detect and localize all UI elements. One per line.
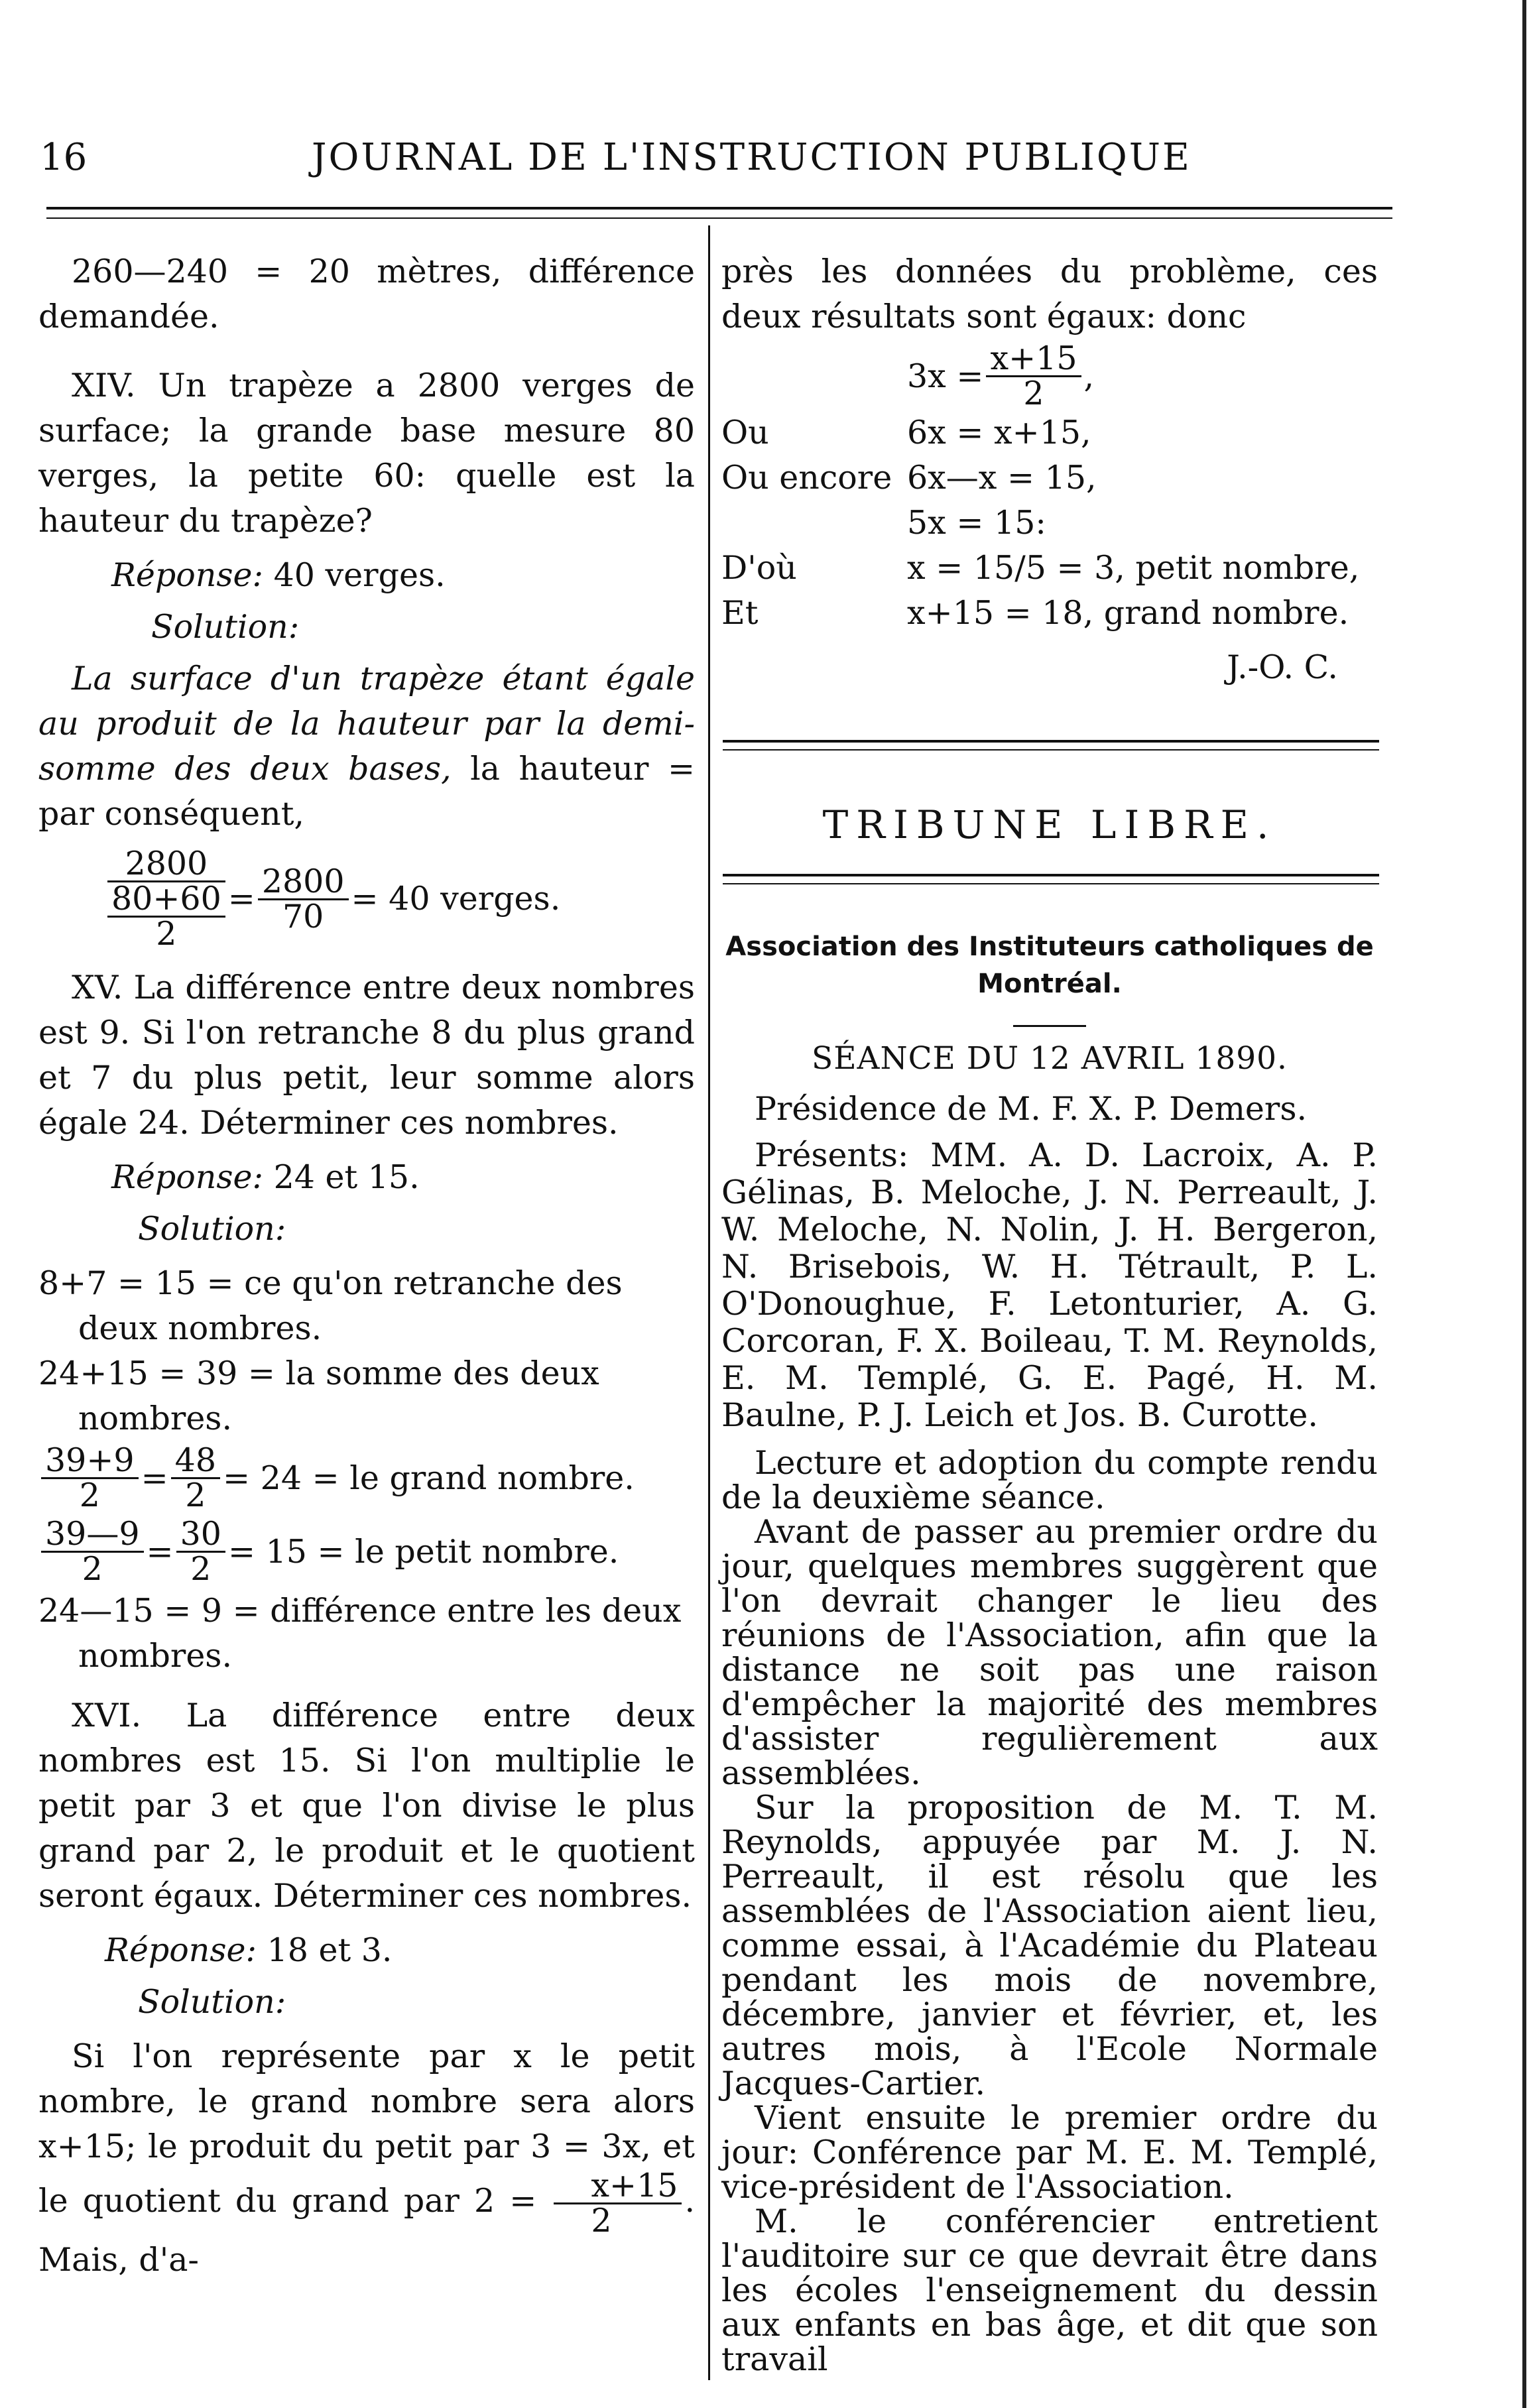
section-rule [723, 874, 1379, 876]
fraction-line: $\frac{39—9}{2}$ = $\frac{30}{2}$ = 15 = le petit nombre. [38, 1518, 695, 1586]
equation: 3x = $\frac{x+15}{2}$ , [907, 339, 1095, 412]
math-row: Ou 6x = x+15, [721, 414, 1091, 452]
short-divider [1013, 1025, 1086, 1027]
math-row: D'où x = 15/5 = 3, petit nombre, [721, 549, 1360, 587]
answer-xv: Réponse: 24 et 15. [111, 1158, 420, 1196]
solution-line: 24+15 = 39 = la somme des deux nombres. [38, 1354, 599, 1437]
column-divider [708, 225, 710, 2380]
header-rule-thin [46, 217, 1392, 219]
left-column [38, 249, 695, 2283]
lecture: Lecture et adoption du compte rendu de la deuxième séance. [721, 1444, 1378, 1516]
solution-line: 24—15 = 9 = différence entre les deux nombres. [38, 1592, 682, 1675]
solution-text [38, 656, 695, 837]
answer-xvi: Réponse: 18 et 3. [105, 1931, 393, 1969]
tribune-title: TRIBUNE LIBRE. [822, 802, 1277, 847]
fraction: 2800 80+60 2 [107, 847, 225, 951]
solution-label: Solution: [151, 608, 300, 646]
solution-label: Solution: [138, 1983, 286, 2021]
problem-xvi: XVI. La différence entre deux nombres est 15. Si l'on multiplie le petit par 3 et que l'on divise le plus grand par 2, le produit et le quotient seront égaux. Déterminer ces nombres. [38, 1697, 695, 1915]
presents: Présents: MM. A. D. Lacroix, A. P. Gélinas, B. Meloche, J. N. Perreault, J. W. Meloche, N. Nolin, J. H. Bergeron, N. Brisebois, W. H. Tétrault, P. L. O'Donoughue, F. Letonturier, A. G. Corcoran, F. X. Boileau, T. M. Reynolds, E. M. Templé, G. E. Pagé, H. M. Baulne, P. J. Leich et Jos. B. Curotte. [721, 1136, 1378, 1434]
solution-line: 8+7 = 15 = ce qu'on retranche des deux nombres. [38, 1264, 623, 1347]
page-header [0, 136, 1529, 182]
section-rule-thin [723, 749, 1379, 751]
page-edge [1522, 0, 1526, 2408]
paragraph: Avant de passer au premier ordre du jour, quelques membres suggèrent que l'on devrait changer le lieu des réunions de l'Association, afin que la distance ne soit pas une raison d'empêcher la majorité des membres d'assister regulièrement aux assemblées. [721, 1513, 1378, 1792]
section-rule-thin [723, 883, 1379, 884]
paragraph: M. le conférencier entretient l'auditoire sur ce que devrait être dans les écoles l'enseignement du dessin aux enfants en bas âge, et dit que son travail [721, 2202, 1378, 2378]
paragraph: Sur la proposition de M. T. M. Reynolds, appuyée par M. J. N. Perreault, il est résolu que les assemblées de l'Association aient lieu, comme essai, à l'Académie du Plateau pendant les mois de novembre, décembre, janvier et février, et, les autres mois, à l'Ecole Normale Jacques-Cartier. [721, 1789, 1378, 2102]
math-row: Et x+15 = 18, grand nombre. [721, 594, 1349, 632]
answer-value: 40 verges. [273, 556, 446, 594]
header-rule [46, 207, 1392, 210]
math-row: 5x = 15: [907, 504, 1046, 542]
paragraph: près les données du problème, ces deux résultats sont égaux: donc [721, 253, 1378, 335]
paragraph: 260—240 = 20 mètres, différence demandée. [38, 253, 695, 335]
association-title: Association des Instituteurs catholiques de Montréal. [725, 932, 1374, 999]
page-number: 16 [40, 136, 88, 179]
problem-xv: XV. La différence entre deux nombres est 9. Si l'on retranche 8 du plus grand et 7 du plus petit, leur somme alors égale 24. Déterminer ces nombres. [38, 969, 695, 1142]
tribune-content [721, 928, 1378, 2377]
presidence: Présidence de M. F. X. P. Demers. [755, 1090, 1308, 1128]
section-rule [723, 740, 1379, 743]
fraction: $\frac{x+15}{2}$ [986, 342, 1081, 410]
answer-label: Réponse: [111, 556, 263, 594]
fraction-line: $\frac{39+9}{2}$ = $\frac{48}{2}$ = 24 = le grand nombre. [38, 1444, 695, 1512]
right-column [721, 249, 1378, 690]
signature: J.-O. C. [1227, 648, 1338, 686]
solution-italic: La surface d'un trapèze étant égale au produit de la hauteur par la demi-somme des deux bases, [38, 660, 695, 788]
equation-xiv: 2800 80+60 2 = $\frac{2800}{70}$ = 40 verges. [38, 847, 695, 951]
paragraph: Vient ensuite le premier ordre du jour: Conférence par M. E. M. Templé, vice-président de l'Association. [721, 2099, 1378, 2206]
solution-rest: la hauteur = par conséquent, [38, 750, 696, 833]
problem-xiv: XIV. Un trapèze a 2800 verges de surface; la grande base mesure 80 verges, la petite 60: quelle est la hauteur du trapèze? [38, 367, 695, 540]
solution-text: Si l'on représente par x le petit nombre, le grand nombre sera alors x+15; le produit du petit par 3 = 3x, et le quotient du grand par 2 = $\frac{x+15}{2}$ . Mais, d'a- [38, 2037, 696, 2279]
fraction: $\frac{x+15}{2}$ [554, 2169, 682, 2238]
seance-heading: SÉANCE DU 12 AVRIL 1890. [812, 1040, 1288, 1077]
fraction: $\frac{2800}{70}$ [258, 865, 349, 933]
journal-title: JOURNAL DE L'INSTRUCTION PUBLIQUE [312, 136, 1192, 179]
answer-xiv [38, 553, 695, 598]
equation-result: = 40 verges. [351, 880, 561, 918]
solution-label: Solution: [138, 1210, 286, 1248]
math-row: Ou encore 6x—x = 15, [721, 459, 1097, 497]
